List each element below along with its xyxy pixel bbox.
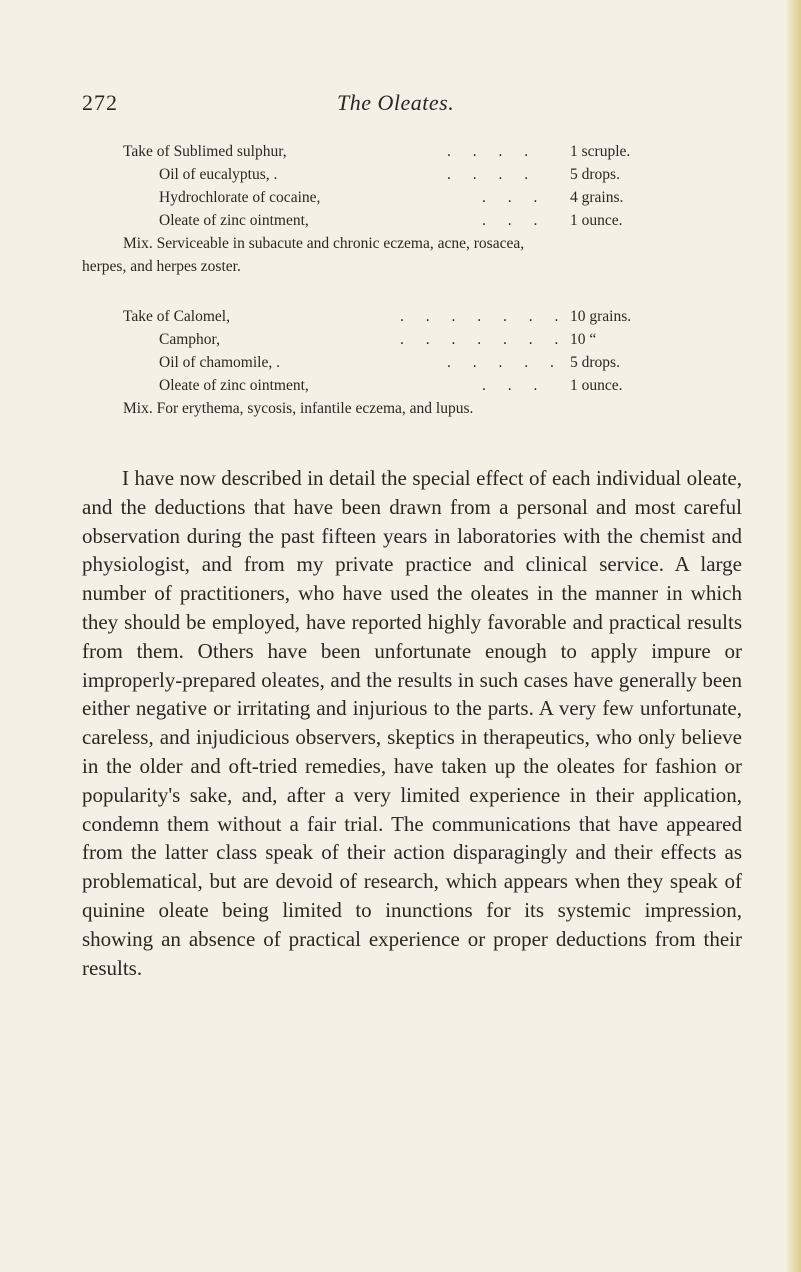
leader-dots: . . . (482, 189, 547, 206)
page-edge (785, 0, 801, 1272)
mix-instruction (82, 397, 682, 420)
ingredient-row (82, 163, 682, 186)
ingredient-row (82, 209, 682, 232)
body-paragraph (82, 464, 742, 982)
ingredient-quantity: 10 “ (570, 331, 597, 348)
running-title: The Oleates. (337, 90, 455, 115)
ingredient-name: Sublimed sulphur, (173, 143, 287, 160)
ingredient-quantity: 1 ounce. (570, 212, 623, 229)
ingredient-row (82, 305, 682, 328)
ingredient-name: Oil of chamomile, . (159, 354, 280, 371)
leader-dots: . . . (482, 377, 547, 394)
ingredient-name: Camphor, (159, 331, 220, 348)
ingredient-quantity: 5 drops. (570, 166, 620, 183)
prescription-2 (82, 305, 682, 420)
ingredient-name: Oil of eucalyptus, . (159, 166, 278, 183)
ingredient-quantity: 10 grains. (570, 308, 632, 325)
leader-dots: . . . . . (447, 354, 563, 371)
ingredient-quantity: 1 ounce. (570, 377, 623, 394)
ingredient-row (82, 328, 682, 351)
page-header (82, 90, 742, 120)
ingredient-row (82, 351, 682, 374)
take-of-label: Take of (123, 143, 170, 160)
mix-label: Mix. (123, 235, 153, 252)
mix-instruction (82, 232, 682, 255)
mix-text-continued: herpes, and herpes zoster. (82, 258, 241, 275)
mix-text: For erythema, sycosis, infantile eczema, and lupus. (156, 400, 474, 417)
ingredient-quantity: 1 scruple. (570, 143, 631, 160)
ingredient-row (82, 186, 682, 209)
ingredient-row (82, 374, 682, 397)
page-number: 272 (82, 90, 118, 115)
mix-text: Serviceable in subacute and chronic eczema, acne, rosacea, (156, 235, 525, 252)
ingredient-name: Oleate of zinc ointment, (159, 377, 309, 394)
ingredient-quantity: 5 drops. (570, 354, 620, 371)
ingredient-name: Hydrochlorate of cocaine, (159, 189, 321, 206)
ingredient-name: Oleate of zinc ointment, (159, 212, 309, 229)
leader-dots: . . . . . . . (400, 331, 568, 348)
leader-dots: . . . . (447, 166, 538, 183)
ingredient-row (82, 140, 682, 163)
prescription-1 (82, 140, 682, 278)
ingredient-quantity: 4 grains. (570, 189, 624, 206)
ingredient-name: Calomel, (173, 308, 230, 325)
leader-dots: . . . . (447, 143, 538, 160)
take-of-label: Take of (123, 308, 170, 325)
mix-label: Mix. (123, 400, 153, 417)
leader-dots: . . . . . . . (400, 308, 568, 325)
leader-dots: . . . (482, 212, 547, 229)
paragraph-text: I have now described in detail the special effect of each individual oleate, and the deductions that have been drawn from a personal and most careful observation during the past fifteen years in laboratories with the chemist and physiologist, and from my private practice and clinical service. A large number of practitioners, who have used the oleates in the manner in which they should be employed, have reported highly favorable and practical results from them. Others have been unfortunate enough to apply impure or improperly-prepared oleates, and the results in such cases have generally been either negative or irritating and injurious to the parts. A very few unfortunate, careless, and injudicious observers, skeptics in therapeutics, who only believe in the older and oft-tried remedies, have taken up the oleates for fashion or popularity's sake, and, after a very limited experience in their application, condemn them without a fair trial. The communications that have appeared from the latter class speak of their action disparagingly and their effects as problematical, but are devoid of research, which appears when they speak of quinine oleate being limited to inunctions for its systemic impression, showing an absence of practical experience or proper deductions from their results. (82, 466, 742, 980)
